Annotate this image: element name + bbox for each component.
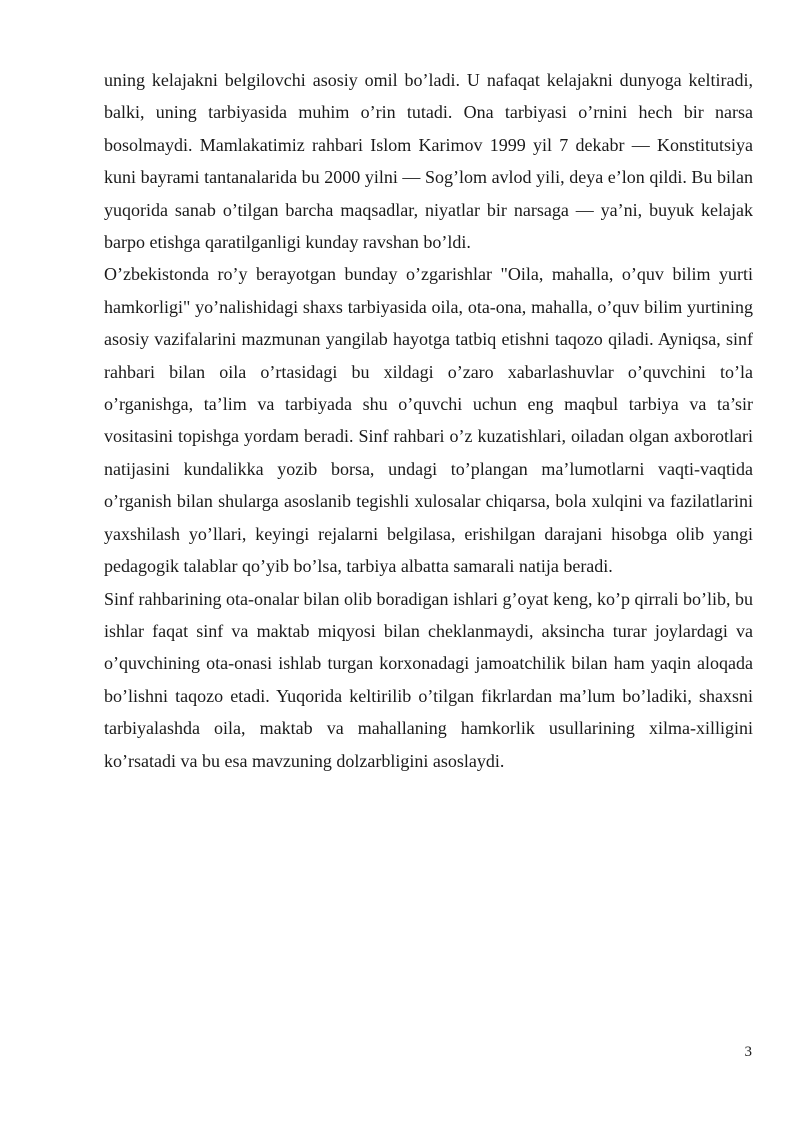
paragraph-3: Sinf rahbarining ota-onalar bilan olib boradigan ishlari g’oyat keng, ko’p qirrali bo’lib, bu ishlar faqat sinf va maktab miqyosi bilan cheklanmaydi, aksincha turar joylardagi va o’quvchining ota-onasi ishlab turgan korxonadagi jamoatchilik bilan ham yaqin aloqada bo’lishni taqozo etadi. Yuqorida keltirilib o’tilgan fikrlardan ma’lum bo’ladiki, shaxsni tarbiyalashda oila, maktab va mahallaning hamkorlik usullarining xilma-xilligini ko’rsatadi va bu esa mavzuning dolzarbligini asoslaydi. — [104, 588, 753, 771]
paragraph-1: uning kelajakni belgilovchi asosiy omil bo’ladi. U nafaqat kelajakni dunyoga keltiradi, balki, uning tarbiyasida muhim o’rin tutadi. Ona tarbiyasi o’rnini hech bir narsa bosolmaydi. Mamlakatimiz rahbari Islom Karimov 1999 yil 7 dekabr — Konstitutsiya kuni bayrami tantanalarida bu 2000 yilni — Sog’lom avlod yili, deya e’lon qildi. Bu bilan yuqorida sanab o’tilgan barcha maqsadlar, niyatlar bir narsaga — ya’ni, buyuk kelajak barpo etishga qaratilganligi kunday ravshan bo’ldi. — [104, 70, 753, 253]
document-body — [104, 64, 753, 777]
paragraph-2: O’zbekistonda ro’y berayotgan bunday o’zgarishlar "Oila, mahalla, o’quv bilim yurti hamkorligi" yo’nalishidagi shaxs tarbiyasida oila, ota-ona, mahalla, o’quv bilim yurtining asosiy vazifalarini mazmunan yangilab hayotga tatbiq etishni taqozo qiladi. Ayniqsa, sinf rahbari bilan oila o’rtasidagi bu xildagi o’zaro xabarlashuvlar o’quvchini to’la o’rganishga, ta’lim va tarbiyada shu o’quvchi uchun eng maqbul tarbiya va ta’sir vositasini topishga yordam beradi. Sinf rahbari o’z kuzatishlari, oiladan olgan axborotlari natijasini kundalikka yozib borsa, undagi to’plangan ma’lumotlarni vaqti-vaqtida o’rganish bilan shularga asoslanib tegishli xulosalar chiqarsa, bola xulqini va fazilatlarini yaxshilash yo’llari, keyingi rejalarni belgilasa, erishilgan darajani hisobga olib yangi pedagogik talablar qo’yib bo’lsa, tarbiya albatta samarali natija beradi. — [104, 264, 753, 577]
page-number: 3 — [744, 1044, 752, 1060]
